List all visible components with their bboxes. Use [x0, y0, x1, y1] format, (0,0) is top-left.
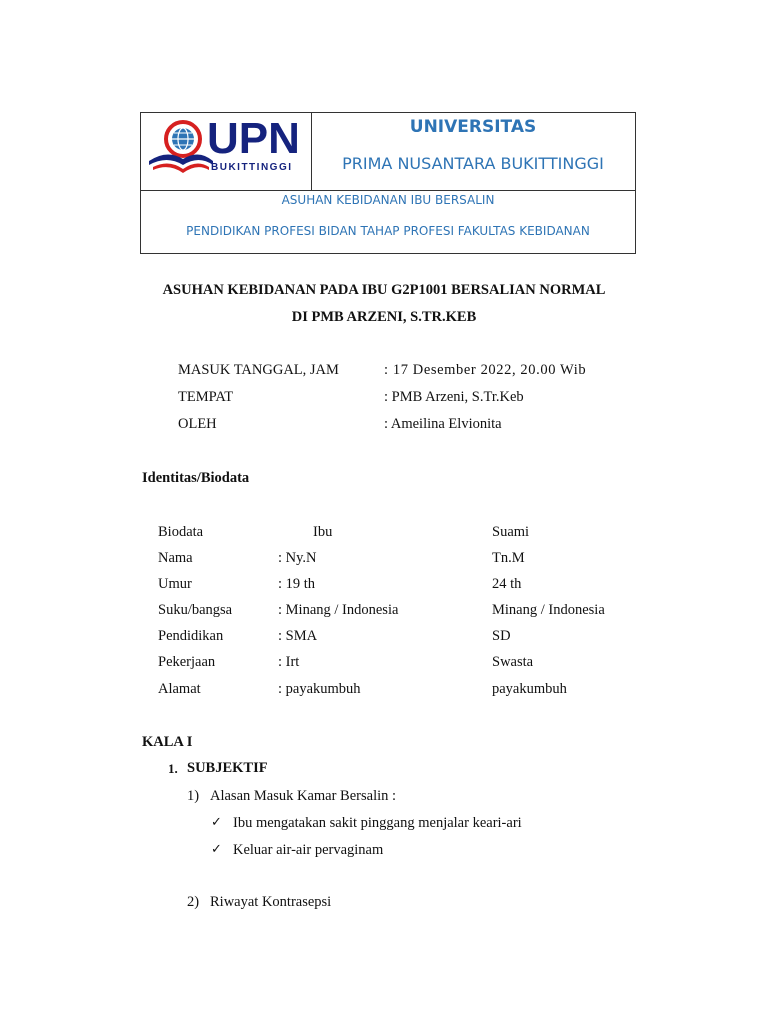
document-title-line1: ASUHAN KEBIDANAN PADA IBU G2P1001 BERSALIAN NORMAL [162, 282, 606, 298]
identity-row-suami: 24 th [492, 576, 522, 592]
section-title-subjektif: SUBJEKTIF [187, 760, 268, 776]
identity-col-biodata: Biodata [158, 524, 204, 540]
admission-author-value: : Ameilina Elvionita [384, 416, 502, 432]
letterhead-box [140, 112, 636, 254]
admission-place-value: : PMB Arzeni, S.Tr.Keb [384, 389, 524, 405]
identity-row-suami: SD [492, 628, 511, 644]
checkmark-icon: ✓ [211, 815, 222, 830]
header-divider [141, 190, 635, 191]
identity-row-ibu: : Ny.N [278, 550, 317, 566]
bullet-text: Ibu mengatakan sakit pinggang menjalar keari-ari [233, 815, 522, 831]
item-text-kontrasepsi: Riwayat Kontrasepsi [210, 894, 332, 910]
identity-row-ibu: : SMA [278, 628, 318, 644]
identity-col-suami: Suami [492, 524, 530, 540]
university-name: PRIMA NUSANTARA BUKITTINGGI [342, 154, 604, 173]
identity-row-suami: Tn.M [492, 550, 525, 566]
admission-date-label: MASUK TANGGAL, JAM [178, 362, 339, 378]
item-number: 1) [187, 788, 200, 804]
identity-heading: Identitas/Biodata [142, 470, 250, 486]
header-subtitle-2: PENDIDIKAN PROFESI BIDAN TAHAP PROFESI FAKULTAS KEBIDANAN [186, 224, 590, 238]
identity-row-suami: Minang / Indonesia [492, 602, 605, 618]
document-title-line2: DI PMB ARZENI, S.TR.KEB [291, 309, 477, 325]
identity-row-label: Pendidikan [158, 628, 224, 644]
checkmark-icon: ✓ [211, 842, 222, 857]
identity-row-ibu: : 19 th [278, 576, 316, 592]
identity-row-ibu: : Minang / Indonesia [278, 602, 399, 618]
university-logo-emblem [147, 115, 213, 185]
logo-city-text: BUKITTINGGI [211, 162, 293, 173]
logo-upn-text: UPN [207, 114, 300, 163]
identity-row-label: Alamat [158, 681, 201, 697]
identity-row-ibu: : payakumbuh [278, 681, 361, 697]
item-text-alasan: Alasan Masuk Kamar Bersalin : [210, 788, 397, 804]
kala-heading: KALA I [142, 734, 193, 750]
item-number: 2) [187, 894, 200, 910]
admission-place-label: TEMPAT [178, 389, 234, 405]
admission-author-label: OLEH [178, 416, 217, 432]
identity-row-suami: payakumbuh [492, 681, 567, 697]
header-subtitle-1: ASUHAN KEBIDANAN IBU BERSALIN [281, 193, 495, 207]
identity-row-label: Nama [158, 550, 193, 566]
identity-row-label: Suku/bangsa [158, 602, 233, 618]
section-number: 1. [168, 761, 178, 776]
identity-row-suami: Swasta [492, 654, 534, 670]
university-label: UNIVERSITAS [409, 117, 537, 137]
bullet-text: Keluar air-air pervaginam [233, 842, 384, 858]
identity-row-ibu: : Irt [278, 654, 300, 670]
identity-col-ibu: Ibu [313, 524, 333, 540]
identity-row-label: Pekerjaan [158, 654, 216, 670]
identity-row-label: Umur [158, 576, 192, 592]
logo-cell [141, 113, 312, 190]
university-name-cell [311, 113, 635, 190]
admission-date-value: : 17 Desember 2022, 20.00 Wib [384, 362, 587, 378]
